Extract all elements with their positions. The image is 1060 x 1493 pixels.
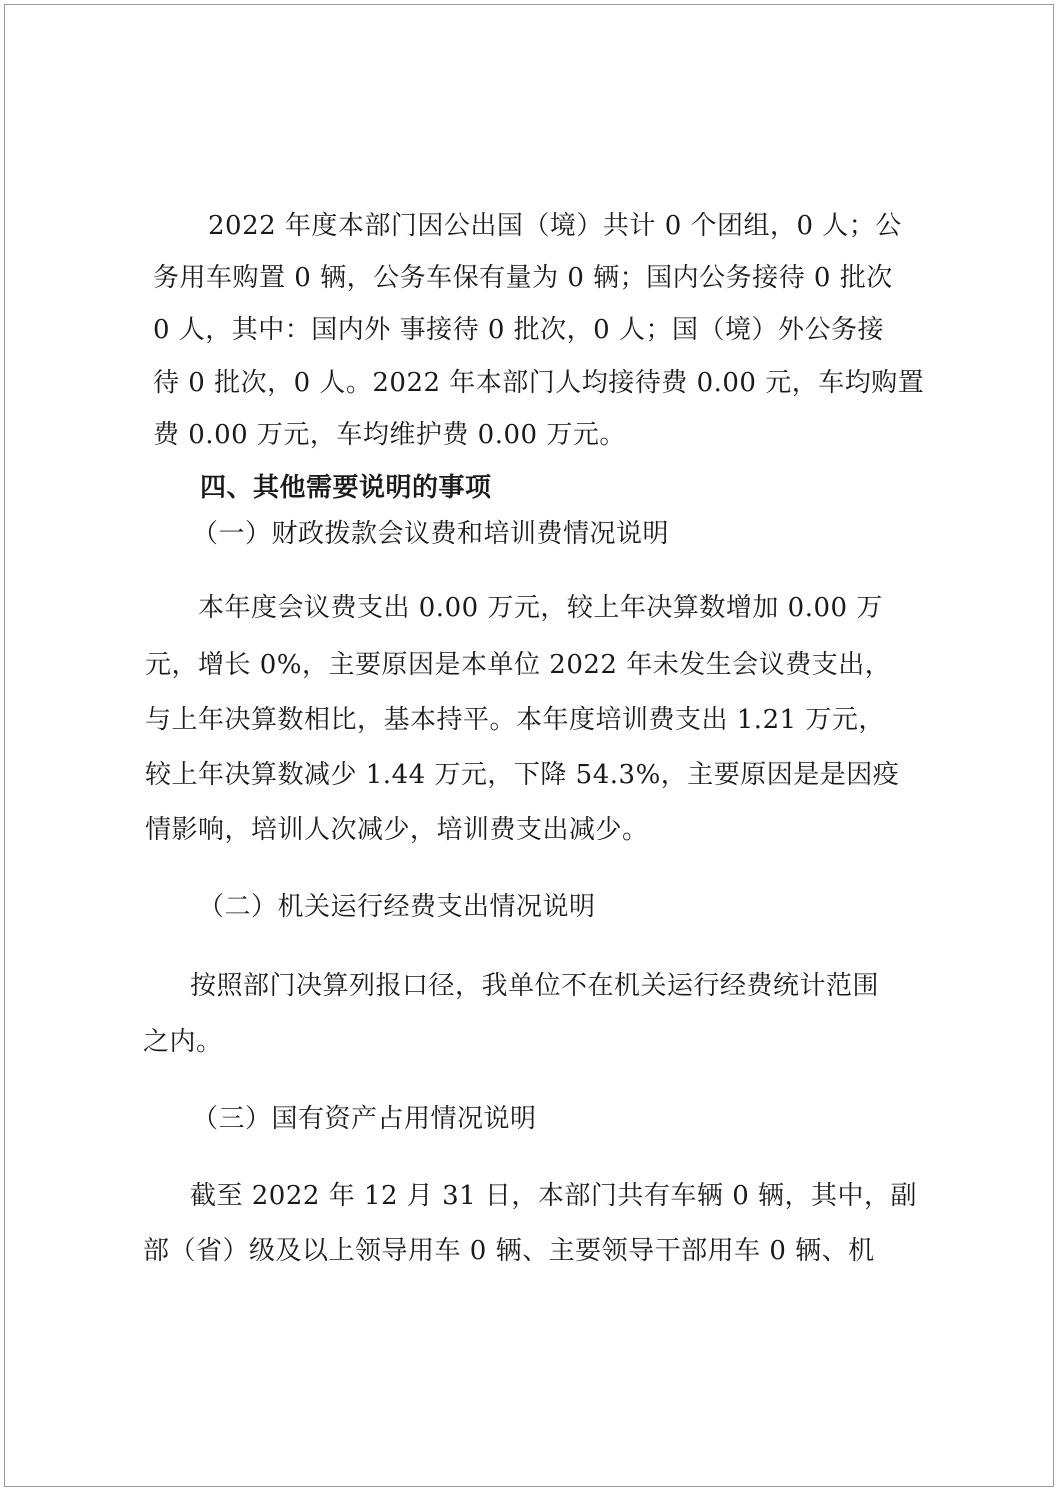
paragraph-travel-line-2: 务用车购置 0 辆，公务车保有量为 0 辆；国内公务接待 0 批次 [153,263,893,293]
paragraph-operation-line-2: 之内。 [143,1027,223,1057]
paragraph-assets-line-1: 截至 2022 年 12 月 31 日，本部门共有车辆 0 辆，其中，副 [190,1181,917,1211]
paragraph-meeting-line-4: 较上年决算数减少 1.44 万元，下降 54.3%，主要原因是是因疫 [145,760,900,790]
paragraph-meeting-line-2: 元，增长 0%，主要原因是本单位 2022 年未发生会议费支出， [145,650,892,680]
paragraph-travel-line-1: 2022 年度本部门因公出国（境）共计 0 个团组，0 人；公 [208,211,902,241]
paragraph-meeting-line-3: 与上年决算数相比，基本持平。本年度培训费支出 1.21 万元， [145,705,885,735]
paragraph-assets-line-2: 部（省）级及以上领导用车 0 辆、主要领导干部用车 0 辆、机 [143,1236,875,1266]
subsection2-title: （二）机关运行经费支出情况说明 [198,892,596,922]
subsection1-title: （一）财政拨款会议费和培训费情况说明 [192,519,670,549]
paragraph-operation-line-1: 按照部门决算列报口径，我单位不在机关运行经费统计范围 [190,971,880,1001]
paragraph-meeting-line-1: 本年度会议费支出 0.00 万元，较上年决算数增加 0.00 万 [198,593,883,623]
paragraph-travel-line-4: 待 0 批次，0 人。2022 年本部门人均接待费 0.00 元，车均购置 [153,368,925,398]
paragraph-travel-line-3: 0 人，其中：国内外 事接待 0 批次，0 人；国（境）外公务接 [153,315,884,345]
paragraph-travel-line-5: 费 0.00 万元，车均维护费 0.00 万元。 [153,420,626,450]
paragraph-meeting-line-5: 情影响，培训人次减少，培训费支出减少。 [145,815,649,845]
section4-title: 四、其他需要说明的事项 [200,473,492,503]
subsection3-title: （三）国有资产占用情况说明 [192,1104,537,1134]
